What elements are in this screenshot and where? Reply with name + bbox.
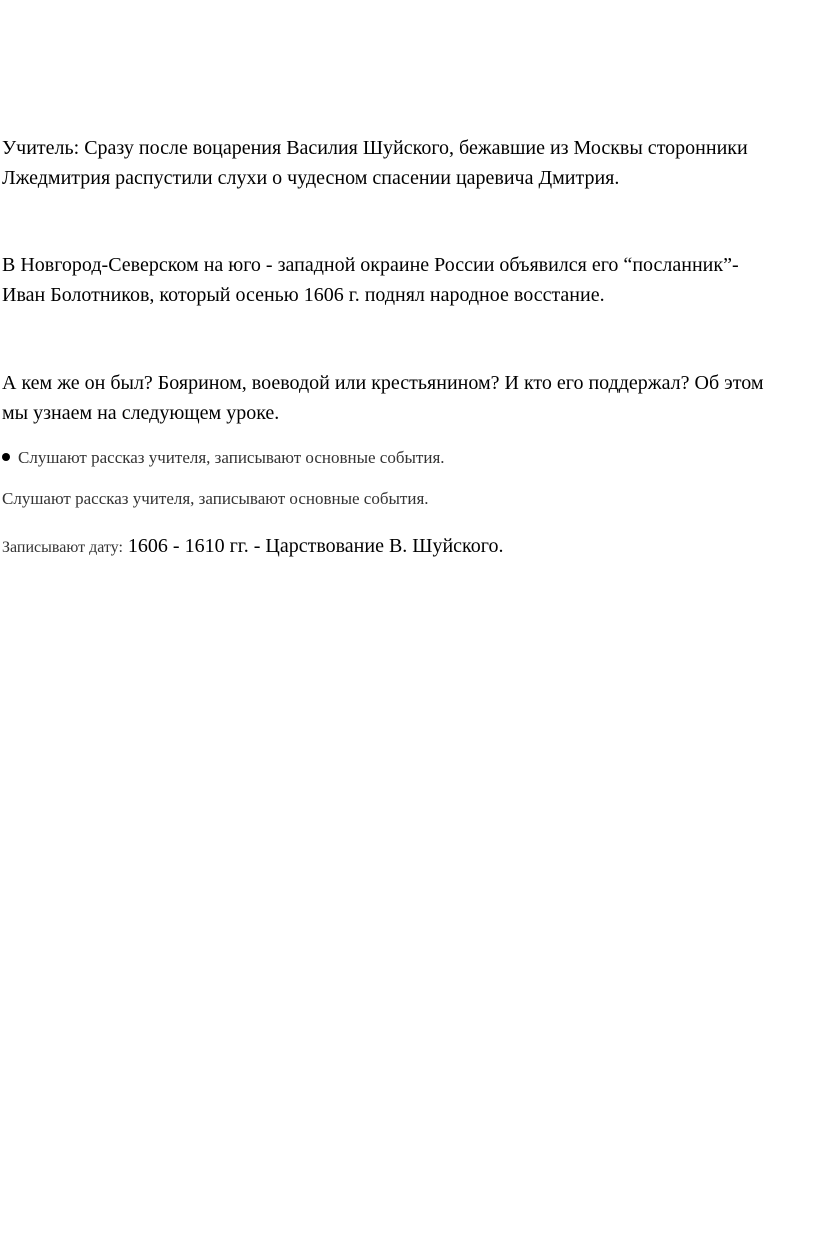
bullet-icon <box>2 453 10 461</box>
paragraph-question <box>2 368 802 428</box>
paragraph-2-line-1: В Новгород-Северском на юго - западной окраине России объявился его “посланник”- <box>2 254 739 276</box>
paragraph-2-line-2: Иван Болотников, который осенью 1606 г. поднял народное восстание. <box>2 284 605 306</box>
bullet-item-text: Слушают рассказ учителя, записывают основные события. <box>18 448 445 467</box>
bullet-list-item <box>2 446 802 470</box>
paragraph-teacher-intro <box>2 133 802 193</box>
paragraph-3-line-2: мы узнаем на следующем уроке. <box>2 402 280 424</box>
date-line <box>2 531 802 563</box>
date-line-prefix: Записывают дату: <box>2 539 123 556</box>
paragraph-1-line-2: Лжедмитрия распустили слухи о чудесном спасении царевича Дмитрия. <box>2 167 620 189</box>
date-line-value: 1606 - 1610 гг. - Царствование В. Шуйского. <box>127 535 504 557</box>
plain-list-item <box>2 487 802 511</box>
paragraph-3-line-1: А кем же он был? Боярином, воеводой или крестьянином? И кто его поддержал? Об этом <box>2 372 764 394</box>
paragraph-bolotnikov <box>2 250 802 310</box>
plain-item-text: Слушают рассказ учителя, записывают основные события. <box>2 489 429 508</box>
paragraph-1-line-1: Учитель: Сразу после воцарения Василия Шуйского, бежавшие из Москвы сторонники <box>2 137 748 159</box>
